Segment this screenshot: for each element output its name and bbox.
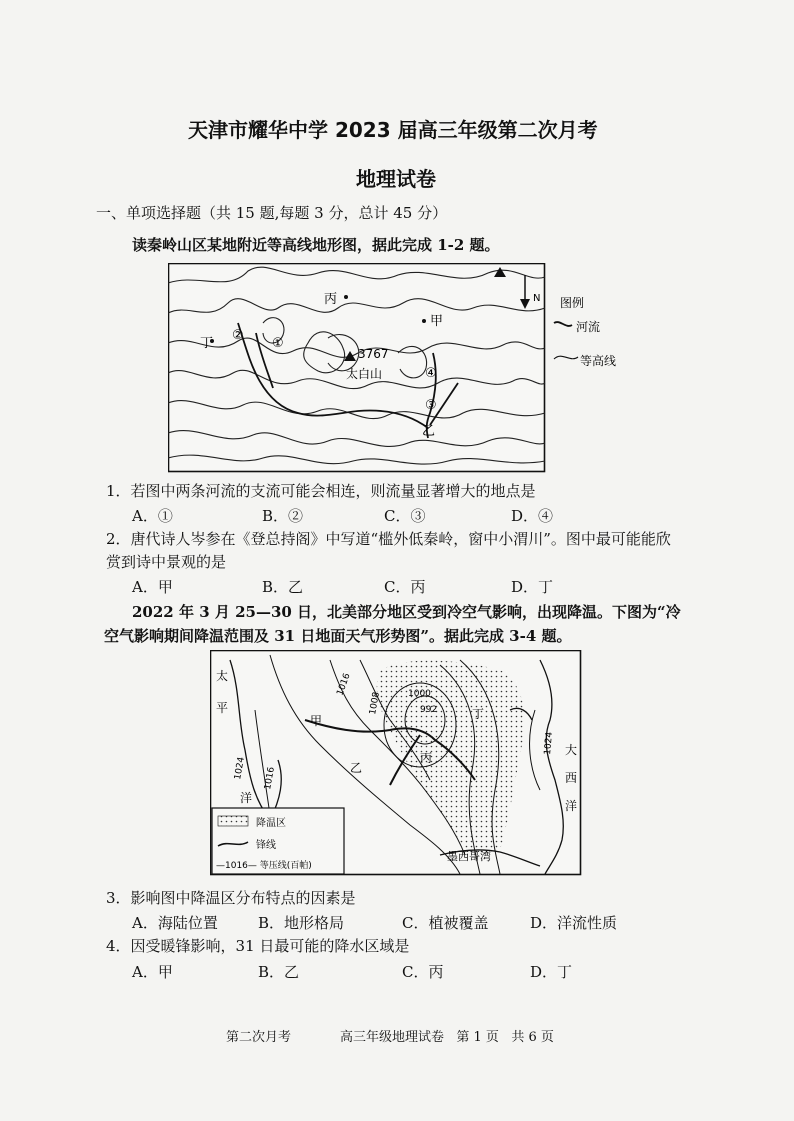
label-ping: 平 xyxy=(216,701,229,715)
legend-title: 图例 xyxy=(560,296,585,310)
peak-elevation: 3767 xyxy=(358,347,389,361)
label-tai: 太 xyxy=(216,669,229,683)
group2-intro-line1: 2022 年 3 月 25—30 日，北美部分地区受到冷空气影响，出现降温。下图为“冷 xyxy=(132,603,681,621)
q3-option-d: D．洋流性质 xyxy=(530,914,618,932)
peak-name: 太白山 xyxy=(346,367,383,381)
q4-option-c: C．丙 xyxy=(402,963,444,981)
legend-river: 河流 xyxy=(576,320,601,334)
q1-stem: 1．若图中两条河流的支流可能会相连，则流量显著增大的地点是 xyxy=(106,482,536,500)
q1-option-c: C．③ xyxy=(384,507,426,525)
label-xi: 西 xyxy=(565,771,578,785)
q3-stem: 3．影响图中降温区分布特点的因素是 xyxy=(106,889,356,907)
marker-4: ④ xyxy=(425,366,437,381)
q4-stem: 4．因受暖锋影响，31 日最可能的降水区域是 xyxy=(106,937,410,955)
q4-option-a: A．甲 xyxy=(132,963,173,981)
q1-option-d: D．④ xyxy=(511,507,554,525)
label-yang: 洋 xyxy=(240,791,253,805)
marker-1: ① xyxy=(272,336,284,351)
isobar-1024-a: 1024 xyxy=(233,756,247,781)
q1-option-a: A．① xyxy=(132,507,173,525)
isobar-992: 992 xyxy=(420,705,438,715)
point-bing: 丙 xyxy=(324,292,338,307)
legend-cooling: 降温区 xyxy=(256,818,286,829)
label-da: 大 xyxy=(565,743,578,757)
label-yang2: 洋 xyxy=(565,799,578,813)
gulf-label: 墨西哥湾 xyxy=(447,850,491,863)
legend-contour: 等高线 xyxy=(580,354,617,368)
point-jia: 甲 xyxy=(430,314,444,329)
isobar-1024-b: 1024 xyxy=(543,731,555,756)
footer-right: 高三年级地理试卷 第 1 页 共 6 页 xyxy=(340,1030,554,1045)
label-ding: 丁 xyxy=(472,707,485,721)
label-yi: 乙 xyxy=(350,761,363,775)
label-bing: 丙 xyxy=(420,751,433,765)
q1-option-b: B．② xyxy=(262,507,304,525)
legend-isobar: —1016— 等压线(百帕) xyxy=(216,861,312,871)
q2-option-c: C．丙 xyxy=(384,578,426,596)
isobar-1016-a: 1016 xyxy=(335,672,353,698)
page-subtitle: 地理试卷 xyxy=(356,167,436,191)
q3-option-c: C．植被覆盖 xyxy=(402,914,489,932)
point-yi: 乙 xyxy=(422,424,436,439)
section-heading: 一、单项选择题（共 15 题,每题 3 分，总计 45 分） xyxy=(96,204,448,222)
isobar-1016-b: 1016 xyxy=(263,766,277,791)
q4-option-d: D．丁 xyxy=(530,963,573,981)
q2-option-d: D．丁 xyxy=(511,578,554,596)
q2-option-b: B．乙 xyxy=(262,578,304,596)
q3-option-a: A．海陆位置 xyxy=(132,914,218,932)
marker-2: ② xyxy=(232,328,244,343)
point-ding: 丁 xyxy=(200,336,214,351)
weather-map-figure xyxy=(210,650,582,876)
isobar-1000: 1000 xyxy=(408,689,431,699)
isobar-1008: 1008 xyxy=(368,691,382,716)
q2-option-a: A．甲 xyxy=(132,578,173,596)
marker-3: ③ xyxy=(425,398,437,413)
group2-intro-line2: 空气影响期间降温范围及 31 日地面天气形势图”。据此完成 3-4 题。 xyxy=(104,627,572,645)
group1-intro: 读秦岭山区某地附近等高线地形图，据此完成 1-2 题。 xyxy=(132,236,500,254)
q2-stem-line2: 赏到诗中景观的是 xyxy=(106,553,227,571)
q4-option-b: B．乙 xyxy=(258,963,300,981)
footer-left: 第二次月考 xyxy=(226,1030,292,1045)
contour-map-figure xyxy=(168,263,628,475)
q3-option-b: B．地形格局 xyxy=(258,914,345,932)
q2-stem-line1: 2．唐代诗人岑参在《登总持阁》中写道“槛外低秦岭，窗中小渭川”。图中最可能能欣 xyxy=(106,530,671,548)
north-label: N xyxy=(533,293,541,304)
label-jia: 甲 xyxy=(310,714,323,728)
legend-front: 锋线 xyxy=(256,840,276,851)
page-title: 天津市耀华中学 2023 届高三年级第二次月考 xyxy=(188,118,598,142)
